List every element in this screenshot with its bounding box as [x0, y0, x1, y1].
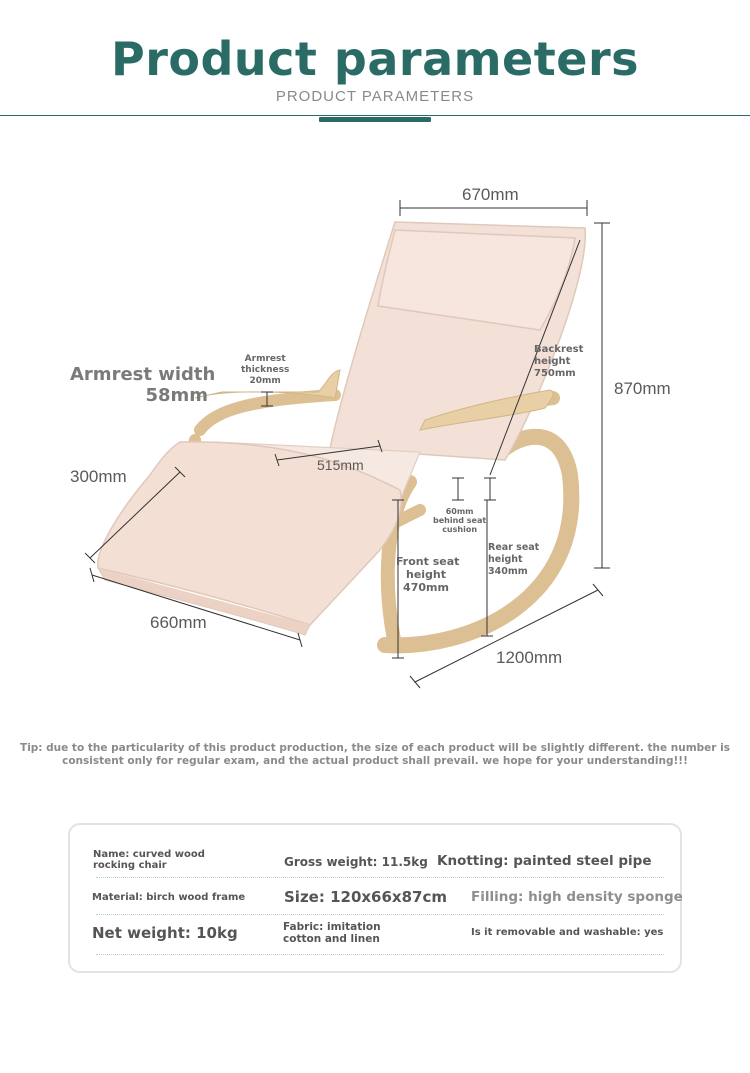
spec-row-divider	[96, 954, 664, 955]
chair-illustration	[0, 130, 750, 710]
spec-row-divider	[96, 914, 664, 915]
spec-material: Material: birch wood frame	[92, 892, 246, 903]
spec-fabric: Fabric: imitation cotton and linen	[283, 921, 381, 945]
dim-armrest-thickness: Armrest thickness 20mm	[241, 354, 290, 386]
dim-front-seat-height: Front seat height 470mm	[396, 555, 460, 594]
page-title: Product parameters	[110, 32, 640, 86]
page-subtitle: PRODUCT PARAMETERS	[275, 88, 475, 105]
dim-top-width: 670mm	[462, 185, 519, 204]
tip-note: Tip: due to the particularity of this product production, the size of each product will be slightly different. the number is consistent only for regular exam, and the actual product shall prevail. we hope for your understanding!!!	[20, 742, 730, 767]
dim-seat-depth: 515mm	[317, 457, 364, 473]
dim-armrest-width: Armrest width 58mm	[70, 364, 216, 406]
dim-rear-seat-height: Rear seat height 340mm	[488, 542, 540, 577]
dim-gap-behind-cushion: 60mm behind seat cushion	[433, 507, 487, 534]
spec-filling: Filling: high density sponge	[471, 889, 683, 905]
spec-removable: Is it removable and washable: yes	[471, 927, 664, 938]
dim-footrest: 300mm	[70, 467, 127, 486]
chair-dimension-diagram	[0, 130, 750, 710]
spec-name: Name: curved wood rocking chair	[93, 849, 205, 871]
dim-seat-width: 660mm	[150, 613, 207, 632]
spec-row-divider	[96, 877, 664, 878]
spec-size: Size: 120x66x87cm	[284, 888, 448, 906]
dim-total-length: 1200mm	[496, 648, 563, 667]
dim-total-height: 870mm	[614, 379, 671, 398]
spec-net-weight: Net weight: 10kg	[92, 924, 238, 942]
spec-knotting: Knotting: painted steel pipe	[437, 853, 652, 869]
spec-gross-weight: Gross weight: 11.5kg	[284, 855, 428, 869]
header-divider	[0, 115, 750, 116]
dim-backrest-height: Backrest height 750mm	[534, 344, 584, 379]
header-accent-bar	[319, 117, 431, 122]
